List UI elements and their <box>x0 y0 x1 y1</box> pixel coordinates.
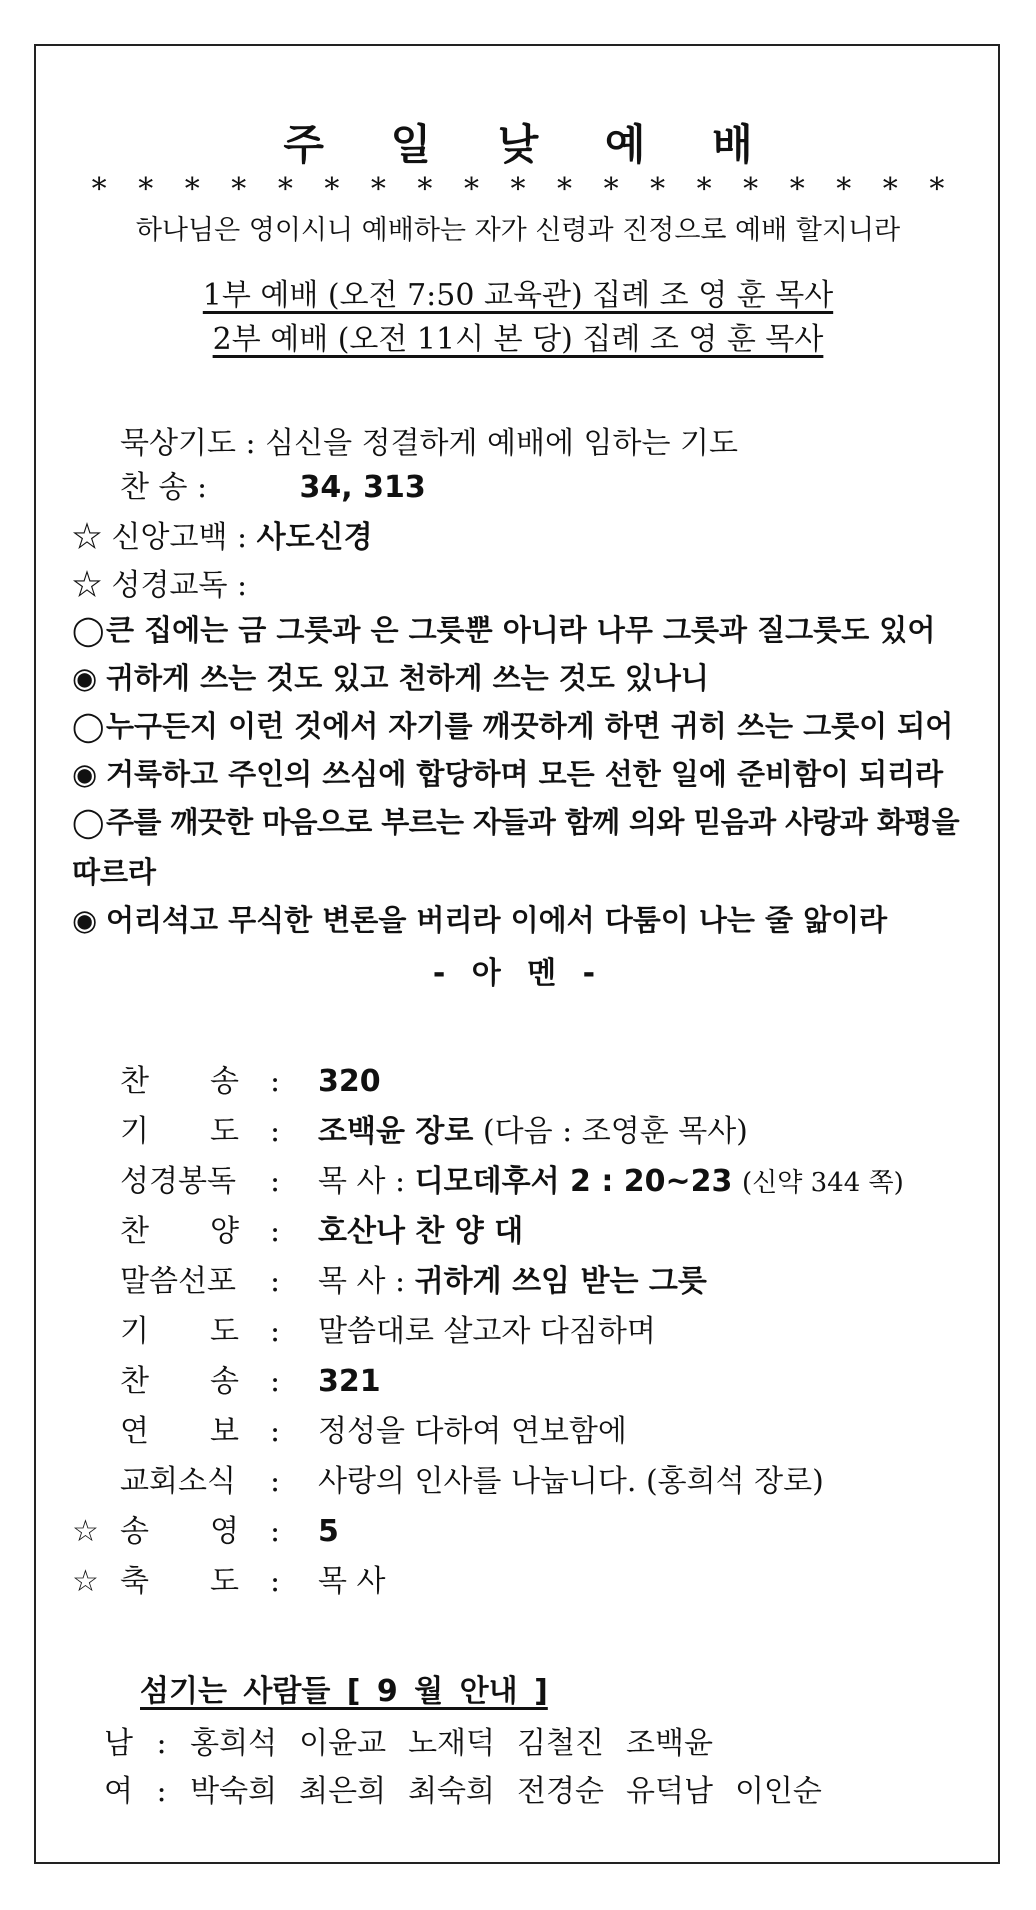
silent-prayer-value: 심신을 정결하게 예배에 임하는 기도 <box>265 426 738 461</box>
order-doxology: ☆ 송 영 : 5 <box>72 1514 339 1549</box>
hymn-label: 찬 송 : <box>120 470 208 505</box>
order-hymn-2: 찬 송 : 320 <box>120 1064 381 1099</box>
open-circle-icon: ◯ <box>72 709 105 743</box>
order-hymn-3: 찬 송 : 321 <box>120 1364 381 1399</box>
hymn-row-1 <box>120 462 426 506</box>
star-icon: ☆ <box>72 1514 99 1549</box>
amen: - 아 멘 - <box>432 956 604 991</box>
ushers-title: 섬기는 사람들 [ 9 월 안내 ] <box>140 1674 548 1709</box>
order-offering: 연 보 : 정성을 다하여 연보함에 <box>120 1414 627 1449</box>
order-prayer-2: 기 도 : 말씀대로 살고자 다짐하며 <box>120 1314 656 1349</box>
page-title: 주 일 낮 예 배 <box>283 120 779 169</box>
filled-circle-icon: ◉ <box>72 661 98 695</box>
scripture-line: ◯주를 깨끗한 마음으로 부르는 자들과 함께 의와 믿음과 사랑과 화평을 <box>72 805 960 839</box>
order-prayer: 기 도 : 조백윤 장로 (다음 : 조영훈 목사) <box>120 1114 748 1149</box>
motto: 하나님은 영이시니 예배하는 자가 신령과 진정으로 예배 할지니라 <box>135 215 901 246</box>
order-choir: 찬 양 : 호산나 찬 양 대 <box>120 1214 524 1249</box>
hymn-value: 34, 313 <box>299 470 426 505</box>
open-circle-icon: ◯ <box>72 613 105 647</box>
creed-row <box>72 512 373 556</box>
silent-prayer-row <box>120 418 738 462</box>
stars-divider: * * * * * * * * * * * * * * * * * * * <box>91 172 956 207</box>
order-sermon: 말씀선포 : 목 사 : 귀하게 쓰임 받는 그릇 <box>120 1264 707 1299</box>
star-icon: ☆ <box>72 1564 99 1599</box>
ushers-women: 여 : 박숙희 최은희 최숙희 전경순 유덕남 이인순 <box>104 1774 822 1809</box>
scripture-line: 따르라 <box>72 855 157 889</box>
scripture-line: ◉ 거룩하고 주인의 쓰심에 합당하며 모든 선한 일에 준비함이 되리라 <box>72 757 944 791</box>
ushers-men: 남 : 홍희석 이윤교 노재덕 김철진 조백윤 <box>104 1726 713 1761</box>
reading-row <box>72 560 247 604</box>
silent-prayer-label: 묵상기도 : <box>120 426 256 461</box>
scripture-line: ◉ 어리석고 무식한 변론을 버리라 이에서 다툼이 나는 줄 앎이라 <box>72 903 888 937</box>
order-benediction: ☆ 축 도 : 목 사 <box>72 1564 386 1599</box>
creed-label: 신앙고백 : <box>111 520 248 555</box>
order-news: 교회소식 : 사랑의 인사를 나눕니다. (홍희석 장로) <box>120 1464 824 1499</box>
reading-label: 성경교독 : <box>111 568 248 603</box>
filled-circle-icon: ◉ <box>72 903 98 937</box>
star-icon: ☆ <box>72 520 102 555</box>
filled-circle-icon: ◉ <box>72 757 98 791</box>
service-1: 1부 예배 (오전 7:50 교육관) 집례 조 영 훈 목사 <box>202 278 834 313</box>
service-2: 2부 예배 (오전 11시 본 당) 집례 조 영 훈 목사 <box>212 322 824 357</box>
scripture-line: ◉ 귀하게 쓰는 것도 있고 천하게 쓰는 것도 있나니 <box>72 661 709 695</box>
order-scripture: 성경봉독 : 목 사 : 디모데후서 2 : 20~23 (신약 344 쪽) <box>120 1164 904 1199</box>
scripture-line: ◯누구든지 이런 것에서 자기를 깨끗하게 하면 귀히 쓰는 그릇이 되어 <box>72 709 954 743</box>
open-circle-icon: ◯ <box>72 805 104 839</box>
star-icon: ☆ <box>72 568 102 603</box>
creed-value: 사도신경 <box>256 520 373 555</box>
scripture-line: ◯큰 집에는 금 그릇과 은 그릇뿐 아니라 나무 그릇과 질그릇도 있어 <box>72 613 936 647</box>
